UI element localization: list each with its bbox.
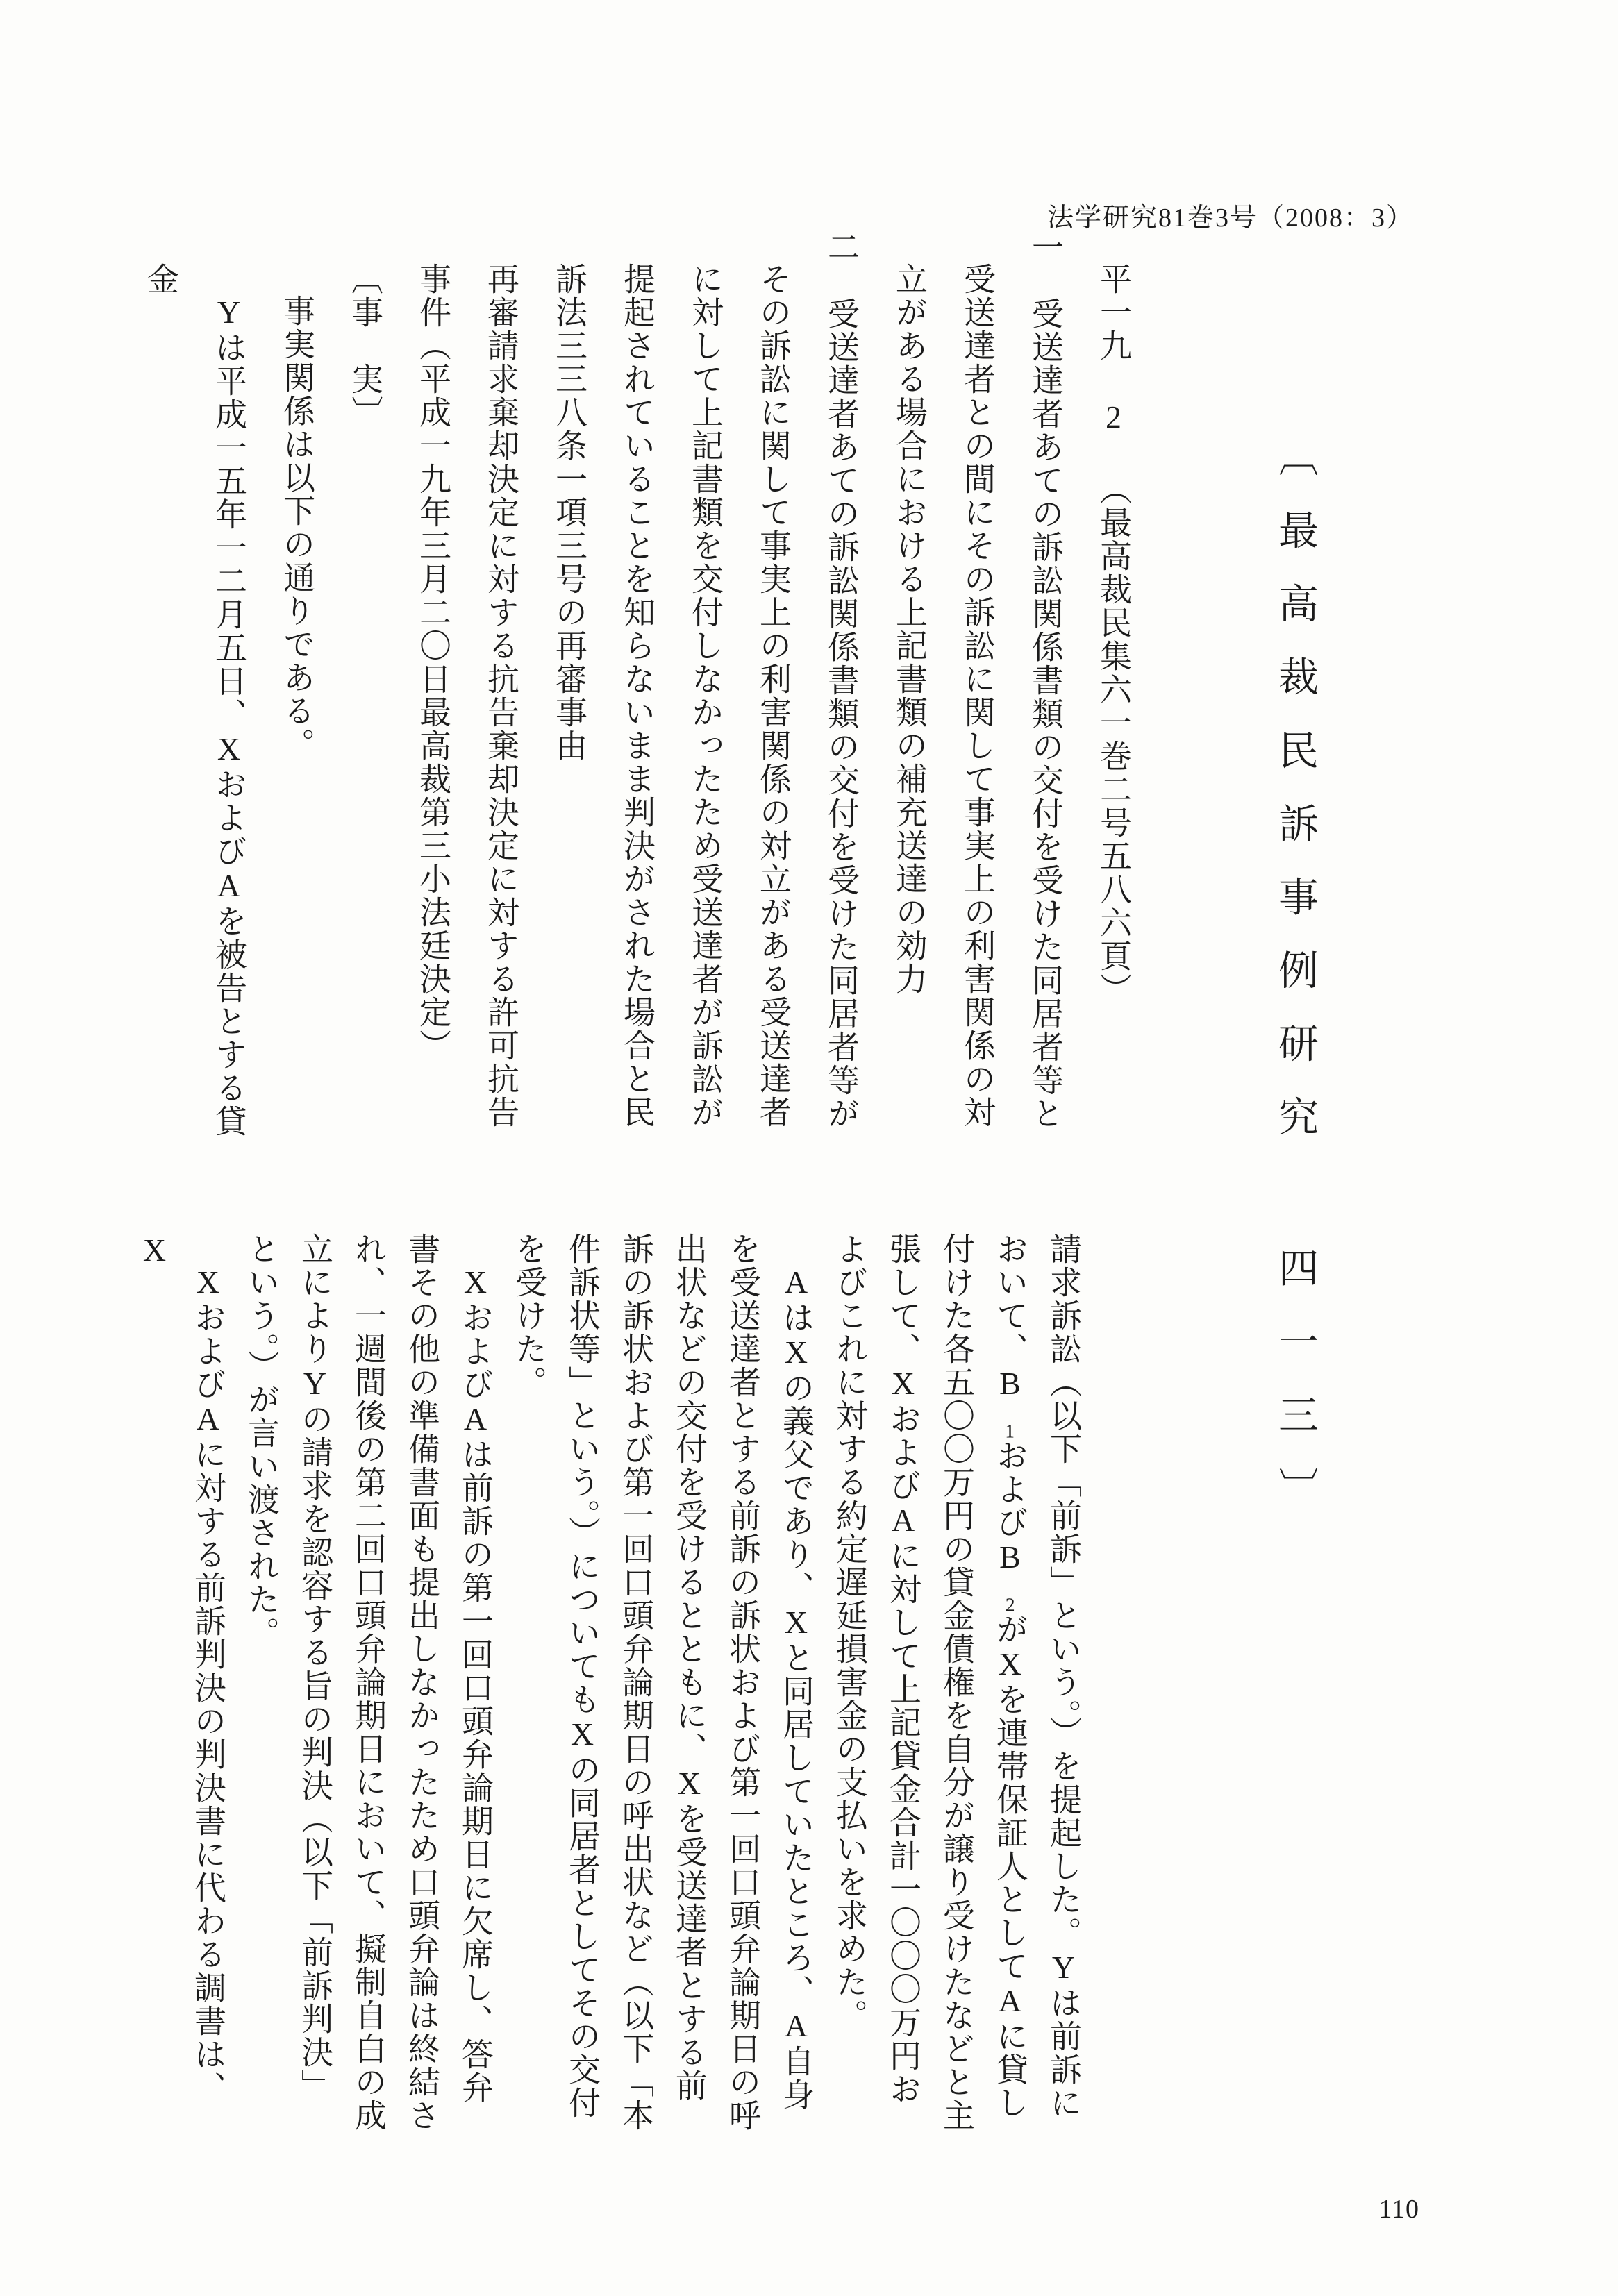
facts-heading: 〔事 実〕: [347, 262, 383, 429]
facts-intro-line: 事実関係は以下の通りである。: [279, 294, 315, 761]
facts-paragraph: XおよびAは前訴の第一回口頭弁論期日に欠席し、答弁書その他の準備書面も提出しなかったため口頭弁論は終結され、一週間後の第二回口頭弁論期日において、擬制自白の成立によりYの請求を認容する旨の判決（以下「前訴判決」という。）が言い渡された。: [244, 1232, 493, 2132]
case-number: 平一九 2 （最高裁民集六一巻二号五八六頁）: [1096, 262, 1131, 1006]
journal-header: 法学研究81巻3号（2008：3）: [1046, 203, 1414, 233]
headnote-2: 二 受送達者あての訴訟関係書類の交付を受けた同居者等がその訴訟に関して事実上の利害関係の対立がある受送達者に対して上記書類を交付しなかったため受送達者が訴訟が提起されていることを知らないまま判決がされた場合と民訴法三三八条一項三号の再審事由: [551, 231, 859, 1130]
facts-paragraph: AはXの義父であり、Xと同居していたところ、A自身を受送達者とする前訴の訴状および第一回口頭弁論期日の呼出状などの交付を受けるとともに、Xを受送達者とする前訴の訴状および第一回口頭弁論期日の呼出状など（以下「本件訴状等」という。）についてもXの同居者としてその交付を受けた。: [511, 1232, 814, 2132]
facts-body-block: [128, 1232, 1090, 2135]
article-title: 〔最高裁民訴事例研究 四一三〕: [1272, 436, 1317, 1541]
facts-paragraph: XおよびAに対する前訴判決の判決書に代わる調書は、X: [137, 1232, 226, 2104]
facts-opening-line: Yは平成一五年一二月五日、XおよびAを被告とする貸金: [143, 262, 247, 1138]
page-number: 110: [1378, 2195, 1419, 2224]
headnote-1: 一 受送達者あての訴訟関係書類の交付を受けた同居者等と受送達者との間にその訴訟に関して事実上の利害関係の対立がある場合における上記書類の補充送達の効力: [892, 231, 1063, 1130]
facts-paragraph: 請求訴訟（以下「前訴」という。）を提起した。Yは前訴において、B₁およびB₂がXを連帯保証人としてAに貸し付けた各五〇〇万円の貸金債権を自分が譲り受けたなどと主張して、XおよびAに対して上記貸金合計一〇〇〇万円およびこれに対する約定遅延損害金の支払いを求めた。: [832, 1232, 1081, 2132]
case-type-line: 再審請求棄却決定に対する抗告棄却決定に対する許可抗告事件（平成一九年三月二〇日最高裁第三小法廷決定）: [415, 262, 519, 1129]
case-heading-block: [126, 231, 1147, 1162]
